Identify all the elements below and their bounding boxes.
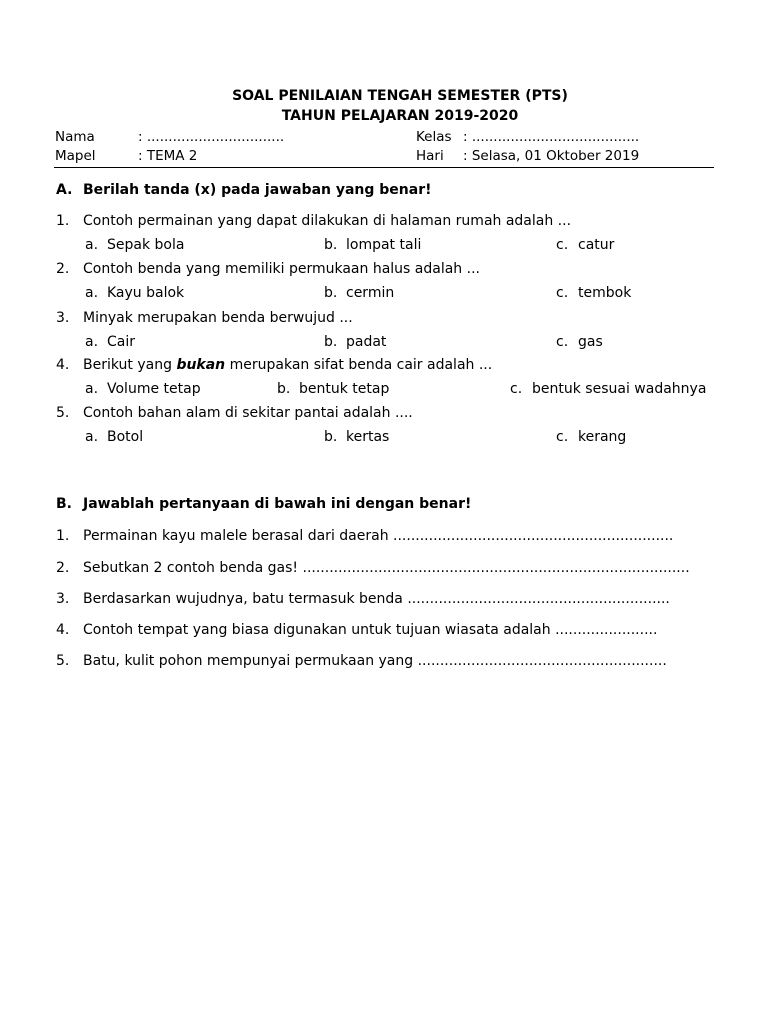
section-b-question-4 bbox=[56, 622, 657, 638]
option-text: catur bbox=[578, 237, 615, 253]
q2-option-a bbox=[85, 285, 184, 301]
question-number: 5. bbox=[56, 405, 70, 421]
question-number: 1. bbox=[56, 528, 70, 544]
q5-option-a bbox=[85, 429, 143, 445]
mapel-label: Mapel bbox=[55, 148, 96, 164]
section-b-instruction: Jawablah pertanyaan di bawah ini dengan benar! bbox=[83, 496, 472, 512]
option-letter: a. bbox=[85, 237, 99, 253]
option-letter: b. bbox=[324, 285, 338, 301]
question-text: Berdasarkan wujudnya, batu termasuk benda ........................................................... bbox=[83, 591, 670, 607]
exam-subtitle: TAHUN PELAJARAN 2019-2020 bbox=[281, 108, 519, 124]
option-letter: c. bbox=[556, 237, 569, 253]
question-number: 2. bbox=[56, 560, 70, 576]
question-text-end: merupakan sifat benda cair adalah ... bbox=[225, 357, 493, 373]
option-text: cermin bbox=[346, 285, 395, 301]
section-b-question-3 bbox=[56, 591, 670, 607]
section-b-question-2 bbox=[56, 560, 690, 576]
option-letter: b. bbox=[324, 429, 338, 445]
section-b-heading bbox=[56, 496, 471, 512]
header-divider bbox=[54, 167, 714, 168]
option-letter: c. bbox=[510, 381, 523, 397]
option-text: Kayu balok bbox=[107, 285, 185, 301]
kelas-value: : ....................................... bbox=[463, 129, 640, 145]
q3-option-c bbox=[556, 334, 603, 350]
q2-option-c bbox=[556, 285, 631, 301]
q3-option-b bbox=[324, 334, 386, 350]
q4-option-c bbox=[510, 381, 706, 397]
q3-option-a bbox=[85, 334, 135, 350]
question-text: Contoh tempat yang biasa digunakan untuk tujuan wiasata adalah ....................... bbox=[83, 622, 658, 638]
q5-option-c bbox=[556, 429, 626, 445]
option-letter: a. bbox=[85, 429, 99, 445]
section-b-question-1 bbox=[56, 528, 673, 544]
question-text: Permainan kayu malele berasal dari daerah ............................................................... bbox=[83, 528, 674, 544]
section-a-question-2 bbox=[56, 261, 480, 277]
q2-option-b bbox=[324, 285, 394, 301]
option-text: Cair bbox=[107, 334, 135, 350]
nama-value: : ................................ bbox=[138, 129, 285, 145]
option-letter: b. bbox=[277, 381, 291, 397]
question-text: Batu, kulit pohon mempunyai permukaan yang ........................................................ bbox=[83, 653, 667, 669]
section-a-heading bbox=[56, 182, 432, 198]
question-number: 3. bbox=[56, 310, 70, 326]
option-text: bentuk sesuai wadahnya bbox=[532, 381, 707, 397]
option-text: Sepak bola bbox=[107, 237, 185, 253]
option-text: gas bbox=[578, 334, 603, 350]
q4-option-b bbox=[277, 381, 389, 397]
option-text: lompat tali bbox=[346, 237, 422, 253]
section-a-question-3 bbox=[56, 310, 353, 326]
nama-label: Nama bbox=[55, 129, 95, 145]
option-letter: b. bbox=[324, 237, 338, 253]
option-text: bentuk tetap bbox=[299, 381, 390, 397]
question-text-emphasis: bukan bbox=[176, 357, 226, 373]
q5-option-b bbox=[324, 429, 389, 445]
question-text: Contoh bahan alam di sekitar pantai adalah .... bbox=[83, 405, 413, 421]
kelas-label: Kelas bbox=[416, 129, 452, 145]
section-a-instruction: Berilah tanda (x) pada jawaban yang benar! bbox=[83, 182, 432, 198]
option-text: padat bbox=[346, 334, 387, 350]
question-text: Minyak merupakan benda berwujud ... bbox=[83, 310, 353, 326]
question-text-start: Berikut yang bbox=[83, 357, 177, 373]
exam-title: SOAL PENILAIAN TENGAH SEMESTER (PTS) bbox=[232, 88, 568, 104]
section-b-letter: B. bbox=[56, 496, 72, 512]
option-text: kerang bbox=[578, 429, 627, 445]
section-a-letter: A. bbox=[56, 182, 73, 198]
q1-option-c bbox=[556, 237, 614, 253]
q1-option-a bbox=[85, 237, 184, 253]
option-letter: c. bbox=[556, 429, 569, 445]
question-number: 4. bbox=[56, 622, 70, 638]
question-text: Contoh benda yang memiliki permukaan halus adalah ... bbox=[83, 261, 480, 277]
option-text: tembok bbox=[578, 285, 632, 301]
option-text: Botol bbox=[107, 429, 144, 445]
option-letter: c. bbox=[556, 285, 569, 301]
question-number: 2. bbox=[56, 261, 70, 277]
section-a-question-4 bbox=[56, 357, 492, 373]
option-letter: a. bbox=[85, 381, 99, 397]
question-number: 3. bbox=[56, 591, 70, 607]
question-text: Sebutkan 2 contoh benda gas! ....................................................................................... bbox=[83, 560, 690, 576]
option-letter: c. bbox=[556, 334, 569, 350]
section-a-question-1 bbox=[56, 213, 571, 229]
mapel-value: : TEMA 2 bbox=[138, 148, 198, 164]
option-letter: a. bbox=[85, 285, 99, 301]
hari-label: Hari bbox=[416, 148, 444, 164]
question-number: 1. bbox=[56, 213, 70, 229]
question-number: 5. bbox=[56, 653, 70, 669]
question-number: 4. bbox=[56, 357, 70, 373]
section-b-question-5 bbox=[56, 653, 667, 669]
section-a-question-5 bbox=[56, 405, 413, 421]
q4-option-a bbox=[85, 381, 201, 397]
q1-option-b bbox=[324, 237, 421, 253]
option-text: Volume tetap bbox=[107, 381, 201, 397]
question-text: Contoh permainan yang dapat dilakukan di halaman rumah adalah ... bbox=[83, 213, 572, 229]
option-letter: a. bbox=[85, 334, 99, 350]
option-text: kertas bbox=[346, 429, 390, 445]
hari-value: : Selasa, 01 Oktober 2019 bbox=[463, 148, 640, 164]
option-letter: b. bbox=[324, 334, 338, 350]
